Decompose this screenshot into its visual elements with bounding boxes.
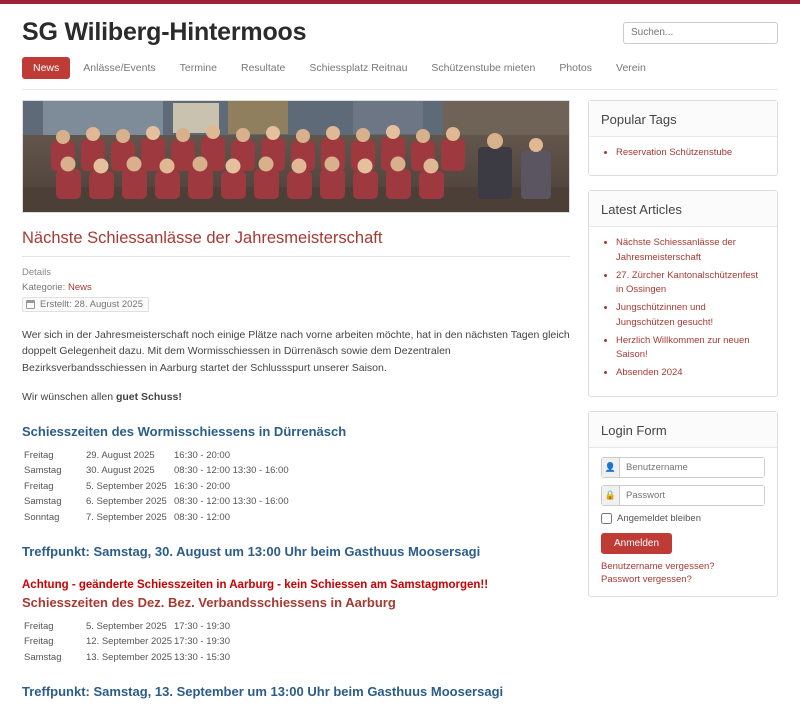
schedule-day: Freitag	[24, 450, 54, 462]
nav-item-photos[interactable]: Photos	[559, 62, 593, 74]
details-label: Details	[22, 267, 52, 278]
section-2-title: Schiesszeiten des Dez. Bez. Verbandsschiessens in Aarburg	[22, 594, 396, 610]
forgot-password-link[interactable]: Passwort vergessen?	[601, 573, 692, 585]
nav-item-schiessplatz-reitnau[interactable]: Schiessplatz Reitnau	[309, 62, 408, 74]
search-input[interactable]	[623, 22, 778, 44]
password-input[interactable]	[620, 486, 764, 505]
schedule-date: 5. September 2025	[86, 620, 167, 632]
schedule-day: Freitag	[24, 480, 54, 492]
username-field-wrap	[601, 457, 765, 478]
schedule-date: 29. August 2025	[86, 450, 155, 462]
calendar-icon	[26, 300, 35, 309]
remember-me-label: Angemeldet bleiben	[617, 512, 701, 524]
popular-tags-panel	[588, 100, 778, 176]
category-link[interactable]: News	[67, 282, 92, 293]
schedule-time: 08:30 - 12:00 13:30 - 16:00	[174, 496, 289, 508]
table-row	[24, 479, 570, 494]
main-column	[22, 100, 570, 708]
latest-articles-panel	[588, 190, 778, 396]
article-link[interactable]: Jungschützinnen und Jungschützen gesucht!	[616, 302, 714, 328]
table-row	[24, 650, 570, 665]
article-link[interactable]: 27. Zürcher Kantonalschützenfest in Ossingen	[616, 269, 759, 295]
schedule-time: 13:30 - 15:30	[174, 651, 230, 663]
popular-tags-body	[589, 137, 777, 175]
article-paragraph-1: Wer sich in der Jahresmeisterschaft noch einige Plätze nach vorne arbeiten möchte, hat in den nächsten Tagen gleich doppelt Gelegenheit dazu. Mit dem Wormisschiessen in Dürrenäsch sowie dem Dezentralen Bezirksverbandsschiessen in Aarburg startet der Schlussspurt unserer Saison.	[22, 329, 570, 374]
schedule-time: 16:30 - 20:00	[174, 480, 230, 492]
schedule-date: 13. September 2025	[86, 651, 173, 663]
schedule-date: 5. September 2025	[86, 480, 167, 492]
schedule-table-2	[24, 619, 570, 665]
meeting-point-1: Treffpunkt: Samstag, 30. August um 13:00 Uhr beim Gasthuus Moosersagi	[22, 543, 481, 559]
schedule-time: 16:30 - 20:00	[174, 450, 230, 462]
password-field-wrap	[601, 485, 765, 506]
schedule-date: 6. September 2025	[86, 496, 167, 508]
meeting-point-2: Treffpunkt: Samstag, 13. September um 13:00 Uhr beim Gasthuus Moosersagi	[22, 684, 504, 700]
category-label: Kategorie:	[22, 282, 66, 293]
schedule-time: 08:30 - 12:00 13:30 - 16:00	[174, 465, 289, 477]
list-item[interactable]	[616, 146, 765, 160]
group-photo-illustration	[23, 101, 569, 212]
created-text: Erstellt: 28. August 2025	[40, 299, 143, 310]
table-row	[24, 619, 570, 634]
wish-bold: guet Schuss!	[115, 390, 182, 403]
schedule-time: 08:30 - 12:00	[174, 511, 230, 523]
schedule-time: 17:30 - 19:30	[174, 620, 230, 632]
site-title: SG Wiliberg-Hintermoos	[22, 18, 307, 46]
section-1-title: Schiesszeiten des Wormisschiessens in Dürrenäsch	[22, 424, 347, 440]
username-input[interactable]	[620, 458, 764, 477]
article-category	[22, 282, 570, 293]
schedule-day: Sonntag	[24, 511, 60, 523]
schedule-day: Freitag	[24, 636, 54, 648]
nav-item-termine[interactable]: Termine	[179, 62, 217, 74]
schedule-day: Samstag	[24, 465, 62, 477]
latest-articles-title: Latest Articles	[589, 191, 777, 227]
schedule-table-1	[24, 448, 570, 525]
site-header	[22, 4, 778, 57]
forgot-username-link[interactable]: Benutzername vergessen?	[601, 560, 715, 572]
nav-item-resultate[interactable]: Resultate	[241, 62, 286, 74]
login-form-panel	[588, 411, 778, 597]
schedule-day: Samstag	[24, 651, 62, 663]
nav-item-anlaesse-events[interactable]: Anlässe/Events	[83, 62, 156, 74]
article-link[interactable]: Nächste Schiessanlässe der Jahresmeisterschaft	[616, 237, 736, 263]
table-row	[24, 634, 570, 649]
article-created	[22, 297, 149, 312]
article-paragraph-2	[22, 389, 570, 405]
remember-me-checkbox[interactable]	[601, 513, 612, 524]
remember-me-row[interactable]	[601, 513, 765, 524]
sidebar	[588, 100, 778, 611]
schedule-date: 12. September 2025	[86, 636, 173, 648]
list-item[interactable]	[616, 301, 765, 330]
schedule-day: Freitag	[24, 620, 54, 632]
login-form-body	[589, 448, 777, 596]
popular-tags-title: Popular Tags	[589, 101, 777, 137]
lock-icon: 🔒	[602, 486, 620, 505]
article-title: Nächste Schiessanlässe der Jahresmeisterschaft	[22, 229, 570, 257]
content-wrapper	[22, 100, 778, 708]
login-form-title: Login Form	[589, 412, 777, 448]
list-item[interactable]	[616, 269, 765, 298]
latest-articles-body	[589, 227, 777, 395]
list-item[interactable]	[616, 236, 765, 265]
user-icon: 👤	[602, 458, 620, 477]
wish-text: Wir wünschen allen	[22, 390, 116, 403]
table-row	[24, 494, 570, 509]
list-item[interactable]	[616, 334, 765, 363]
nav-item-verein[interactable]: Verein	[616, 62, 646, 74]
schedule-day: Samstag	[24, 496, 62, 508]
article-link[interactable]: Absenden 2024	[616, 367, 683, 379]
main-navigation	[22, 57, 778, 90]
schedule-date: 7. September 2025	[86, 511, 167, 523]
warning-notice: Achtung - geänderte Schiesszeiten in Aarburg - kein Schiessen am Samstagmorgen!!	[22, 578, 489, 591]
tag-link[interactable]: Reservation Schützenstube	[616, 147, 733, 158]
table-row	[24, 448, 570, 463]
login-submit-button[interactable]: Anmelden	[601, 533, 672, 554]
list-item[interactable]	[616, 366, 765, 380]
schedule-time: 17:30 - 19:30	[174, 636, 230, 648]
hero-group-photo	[22, 100, 570, 213]
page-container	[0, 4, 800, 708]
schedule-date: 30. August 2025	[86, 465, 155, 477]
nav-item-news[interactable]: News	[22, 57, 70, 79]
table-row	[24, 463, 570, 478]
article-link[interactable]: Herzlich Willkommen zur neuen Saison!	[616, 334, 750, 360]
nav-item-schuetzenstube-mieten[interactable]: Schützenstube mieten	[431, 62, 536, 74]
table-row	[24, 510, 570, 525]
